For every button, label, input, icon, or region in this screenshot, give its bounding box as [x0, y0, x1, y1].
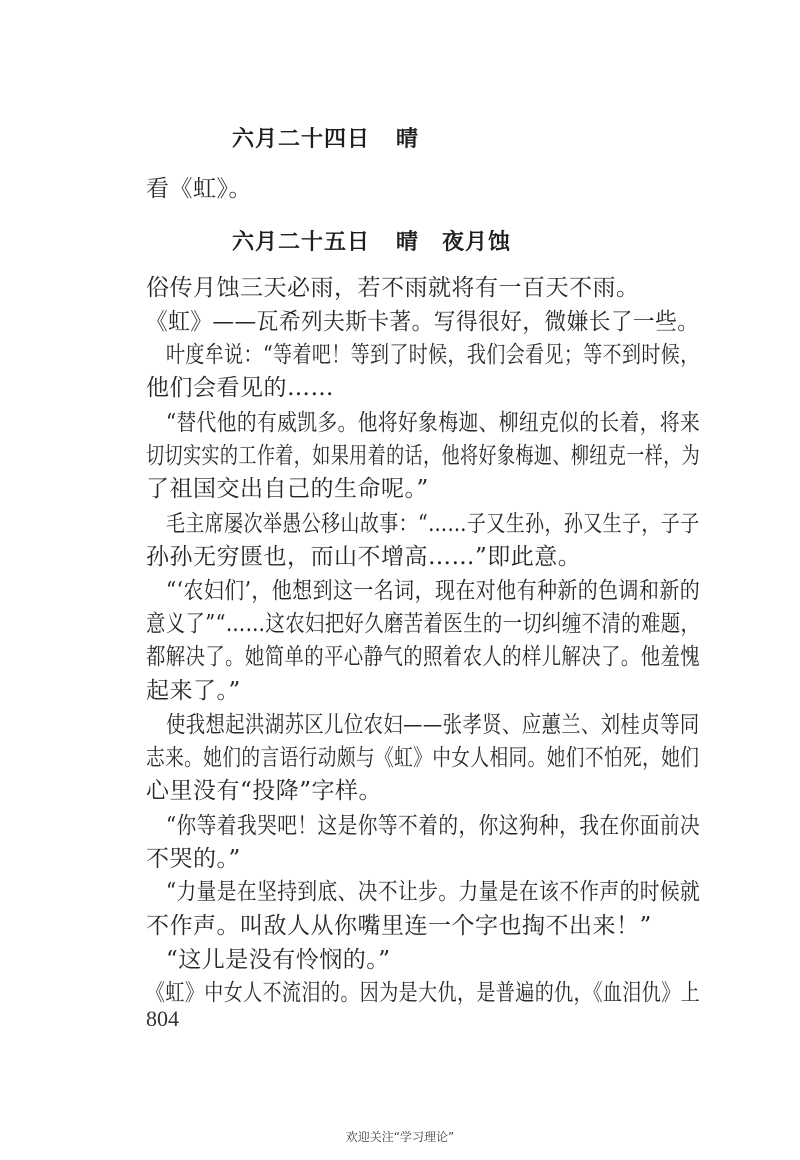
text-line: “你等着我哭吧！这是你等不着的，你这狗种，我在你面前决 — [166, 813, 701, 839]
text-line: 切切实实的工作着，如果用着的话，他将好象梅迦、柳纽克一样，为 — [146, 443, 701, 469]
text-line: 俗传月蚀三天必雨，若不雨就将有一百天不雨。 — [146, 275, 640, 301]
text-line: 《虹》中女人不流泪的。因为是大仇，是普遍的仇，《血泪仇》上 — [146, 980, 701, 1006]
heading-weather: 晴 夜月蚀 — [396, 230, 512, 255]
text-line: 他们会看见的…… — [146, 375, 334, 401]
text-line: 孙孙无穷匮也，而山不增高……”即此意。 — [146, 544, 582, 570]
footer-watermark: 欢迎关注“学习理论” — [345, 1130, 455, 1144]
text-line: “替代他的有威凯多。他将好象梅迦、柳纽克似的长着，将来 — [166, 410, 701, 436]
heading-weather: 晴 — [396, 127, 420, 152]
text-line: “力量是在坚持到底、决不让步。力量是在该不作声的时候就 — [166, 879, 701, 905]
text-line: 《虹》——瓦希列夫斯卡著。写得很好，微嫌长了一些。 — [146, 309, 700, 335]
text-line: “‘农妇们’，他想到这一名词，现在对他有种新的色调和新的 — [166, 578, 701, 604]
text-line: 使我想起洪湖苏区儿位农妇——张孝贤、应蕙兰、刘桂贞等同 — [166, 712, 700, 738]
text-line: 心里没有“投降”字样。 — [146, 778, 383, 804]
page-number: 804 — [146, 1006, 179, 1031]
text-line: 毛主席屡次举愚公移山故事：“……子又生孙，孙又生子，子子 — [166, 511, 700, 537]
text-line: 了祖国交出自己的生命呢。” — [146, 476, 429, 502]
text-line: 看《虹》。 — [146, 176, 252, 202]
text-line: 不作声。叫敌人从你嘴里连一个字也掏不出来！” — [146, 913, 652, 939]
text-line: 志来。她们的言语行动颇与《虹》中女人相同。她们不怕死，她们 — [146, 745, 700, 771]
diary-heading-june-25 — [232, 225, 511, 256]
text-line: “这儿是没有怜悯的。” — [166, 947, 391, 973]
text-line: 起来了。” — [146, 678, 241, 704]
text-line: 叶度牟说：“等着吧！等到了时候，我们会看见；等不到时候， — [166, 342, 700, 368]
text-line: 意义了”“……这农妇把好久磨苦着医生的一切纠缠不清的难题， — [146, 611, 701, 637]
text-line: 都解决了。她简单的平心静气的照着农人的样儿解决了。他羞愧 — [146, 644, 701, 670]
heading-date: 六月二十五日 — [232, 230, 371, 255]
text-line: 不哭的。” — [146, 846, 241, 872]
diary-heading-june-24 — [232, 122, 419, 153]
heading-date: 六月二十四日 — [232, 127, 371, 152]
